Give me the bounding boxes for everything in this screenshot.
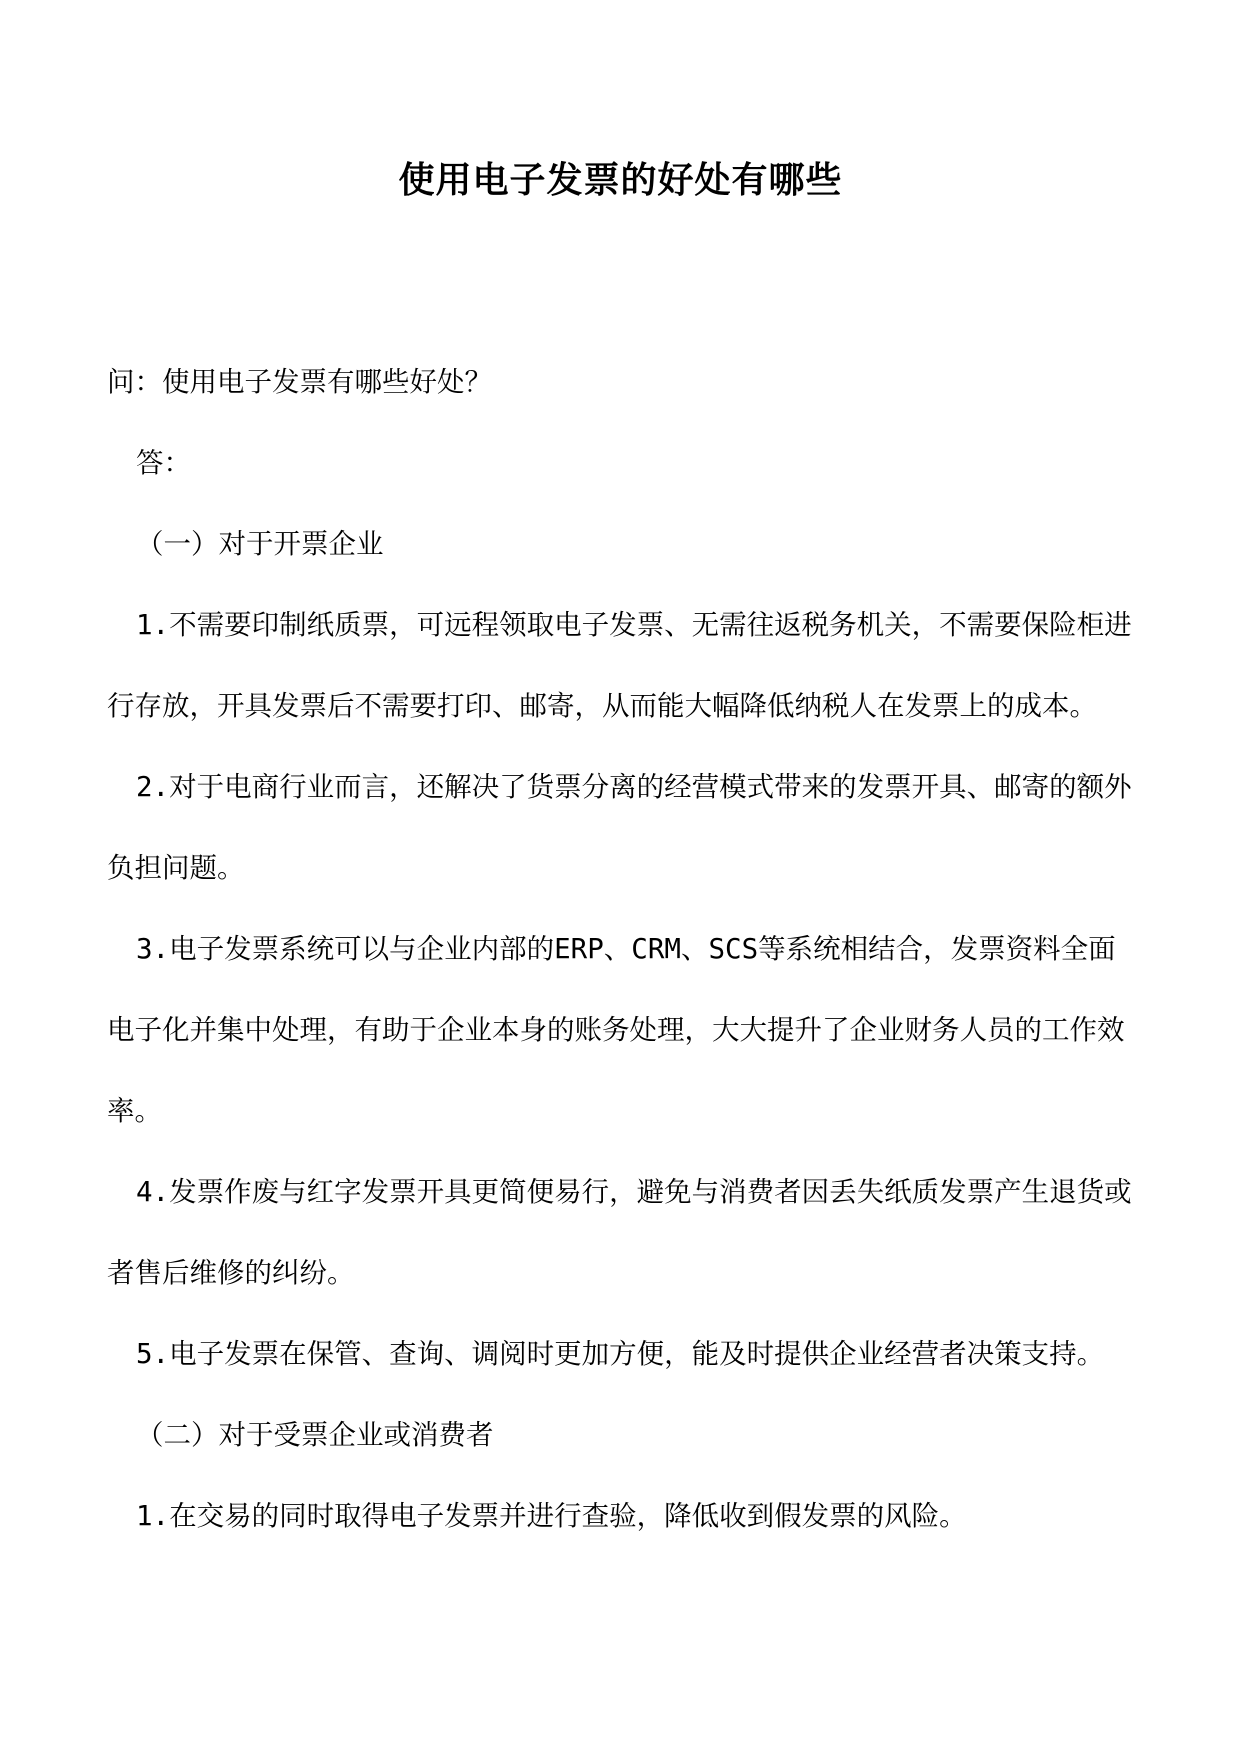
document-body — [107, 342, 1141, 1557]
section-1-item-5: 5.电子发票在保管、查询、调阅时更加方便，能及时提供企业经营者决策支持。 — [136, 1338, 1105, 1370]
section-1-item-2: 2.对于电商行业而言，还解决了货票分离的经营模式带来的发票开具、邮寄的额外负担问题。 — [107, 771, 1132, 884]
section-1-item-1: 1.不需要印制纸质票，可远程领取电子发票、无需往返税务机关，不需要保险柜进行存放，开具发票后不需要打印、邮寄，从而能大幅降低纳税人在发票上的成本。 — [107, 609, 1132, 722]
document-title: 使用电子发票的好处有哪些 — [398, 159, 843, 201]
section-1-item-4: 4.发票作废与红字发票开具更简便易行，避免与消费者因丢失纸质发票产生退货或者售后维修的纠纷。 — [107, 1176, 1132, 1289]
answer-label: 答： — [136, 447, 191, 479]
section-1-item-3: 3.电子发票系统可以与企业内部的ERP、CRM、SCS等系统相结合，发票资料全面电子化并集中处理，有助于企业本身的账务处理，大大提升了企业财务人员的工作效率。 — [107, 933, 1125, 1127]
question-line: 问：使用电子发票有哪些好处？ — [107, 366, 492, 398]
section-1-heading: （一）对于开票企业 — [136, 528, 384, 560]
section-2-heading: （二）对于受票企业或消费者 — [136, 1419, 494, 1451]
section-2-item-1: 1.在交易的同时取得电子发票并进行查验，降低收到假发票的风险。 — [136, 1500, 967, 1532]
